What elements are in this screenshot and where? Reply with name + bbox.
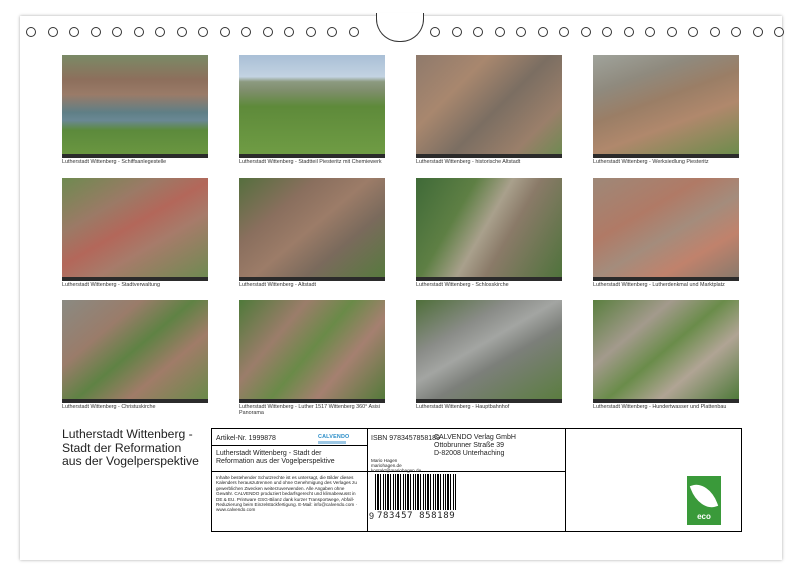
photo-image	[239, 55, 385, 154]
binding-hole	[688, 27, 698, 37]
aerial-photo	[593, 55, 739, 158]
binding-hole	[645, 27, 655, 37]
binding-hole	[710, 27, 720, 37]
article-number: Artikel-Nr. 1999878	[216, 435, 276, 442]
photo-caption: Lutherstadt Wittenberg - historische Altstadt	[416, 159, 521, 165]
photo-caption: Lutherstadt Wittenberg - Luther 1517 Wittenberg 360° Asisi Panorama	[239, 404, 380, 416]
barcode-bars	[375, 474, 457, 510]
binding-hole	[667, 27, 677, 37]
aerial-photo	[62, 300, 208, 403]
photo-caption: Lutherstadt Wittenberg - Hundertwasser und Plattenbau	[593, 404, 727, 410]
binding-hole	[155, 27, 165, 37]
photo-image	[239, 300, 385, 399]
photo-caption: Lutherstadt Wittenberg - Stadtteil Piesteritz mit Chemiewerk	[239, 159, 382, 165]
binding-hole	[284, 27, 294, 37]
photo-image	[62, 178, 208, 277]
binding-hole	[452, 27, 462, 37]
photo-image	[416, 55, 562, 154]
aerial-photo	[239, 55, 385, 158]
aerial-photo	[416, 55, 562, 158]
legal-text: Inhalte bestehender Schutzrechte ist es untersagt, die Bilder dieses Kalenders herauszutrennen und ohne Genehmigung des Verlages zu gewerblichen Zwecken weiterzuverwenden. Alle Angaben ohne Gewähr. CALVENDO produziert bedarfsgerecht und klimabewusst in DE & EU. Printware GSG-Bilanz dank kurzer Transportwege, Abfall-Reduzierung beim Einzelstückfertigung. E-Mail: info@calvendo.com · www.calvendo.com	[216, 475, 358, 513]
leaf-icon	[690, 479, 718, 512]
binding-hole	[91, 27, 101, 37]
photo-date-strip	[416, 399, 562, 403]
photo-image	[416, 300, 562, 399]
aerial-photo	[416, 178, 562, 281]
isbn: ISBN 9783457858189	[371, 435, 440, 442]
calvendo-logo-bar	[318, 441, 346, 444]
photo-image	[593, 300, 739, 399]
photo-caption: Lutherstadt Wittenberg - Lutherdenkmal und Marktplatz	[593, 282, 725, 288]
barcode-lead-digit: 9	[369, 511, 375, 521]
binding-hole	[516, 27, 526, 37]
binding-hole	[69, 27, 79, 37]
binding-hole	[731, 27, 741, 37]
aerial-photo	[239, 300, 385, 403]
binding-hole	[349, 27, 359, 37]
binding-hole	[134, 27, 144, 37]
aerial-photo	[593, 178, 739, 281]
photo-caption: Lutherstadt Wittenberg - Altstadt	[239, 282, 317, 288]
aerial-photo	[62, 55, 208, 158]
photo-caption: Lutherstadt Wittenberg - Stadtverwaltung	[62, 282, 160, 288]
publisher-city: D-82008 Unterhaching	[434, 450, 505, 457]
divider	[212, 471, 367, 472]
photo-caption: Lutherstadt Wittenberg - Schlosskirche	[416, 282, 509, 288]
binding-hole	[241, 27, 251, 37]
photo-caption: Lutherstadt Wittenberg - Werksiedlung Piesteritz	[593, 159, 709, 165]
photo-date-strip	[239, 399, 385, 403]
binding-hole	[112, 27, 122, 37]
photo-image	[416, 178, 562, 277]
product-title: Lutherstadt Wittenberg - Stadt der Reformation aus der Vogelperspektive	[216, 450, 335, 465]
calvendo-logo	[318, 434, 350, 445]
photo-date-strip	[62, 277, 208, 281]
photo-caption: Lutherstadt Wittenberg - Christuskirche	[62, 404, 156, 410]
photo-date-strip	[593, 399, 739, 403]
publisher-name: CALVENDO Verlag GmbH	[434, 434, 516, 441]
binding-hole	[26, 27, 36, 37]
binding-hole	[306, 27, 316, 37]
binding-hole	[220, 27, 230, 37]
aerial-photo	[62, 178, 208, 281]
info-box	[211, 428, 742, 532]
author-name: Mario Hagen	[371, 458, 398, 463]
publisher-street: Ottobrunner Straße 39	[434, 442, 505, 449]
photo-image	[239, 178, 385, 277]
photo-image	[593, 178, 739, 277]
binding-hole	[774, 27, 784, 37]
photo-image	[62, 300, 208, 399]
photo-date-strip	[593, 154, 739, 158]
aerial-photo	[239, 178, 385, 281]
binding-hole	[602, 27, 612, 37]
binding-hole	[624, 27, 634, 37]
photo-date-strip	[62, 399, 208, 403]
binding-hole	[581, 27, 591, 37]
binding-hole	[538, 27, 548, 37]
binding-hole	[753, 27, 763, 37]
photo-date-strip	[416, 154, 562, 158]
photo-image	[62, 55, 208, 154]
binding-hole	[177, 27, 187, 37]
binding-hole	[48, 27, 58, 37]
divider	[367, 429, 368, 531]
photo-date-strip	[62, 154, 208, 158]
binding-hole	[327, 27, 337, 37]
aerial-photo	[416, 300, 562, 403]
divider	[565, 429, 566, 531]
barcode-number: 783457 858189	[377, 511, 456, 521]
binding-hole	[430, 27, 440, 37]
binding-hole	[495, 27, 505, 37]
photo-date-strip	[239, 154, 385, 158]
binding-hole	[263, 27, 273, 37]
aerial-photo	[593, 300, 739, 403]
cover-title: Lutherstadt Wittenberg - Stadt der Reformation aus der Vogelperspektive	[62, 427, 199, 469]
eco-label: eco	[697, 512, 711, 521]
eco-badge	[687, 476, 721, 525]
author-email: kontakt@mariohagen.de	[371, 468, 422, 473]
binding-hole	[198, 27, 208, 37]
photo-caption: Lutherstadt Wittenberg - Hauptbahnhof	[416, 404, 510, 410]
calvendo-logo-text: CALVENDO	[318, 434, 350, 440]
binding-hole	[473, 27, 483, 37]
photo-date-strip	[416, 277, 562, 281]
divider	[212, 445, 367, 446]
binding-hole	[559, 27, 569, 37]
photo-image	[593, 55, 739, 154]
author-site: mariohagen.de	[371, 463, 402, 468]
photo-date-strip	[239, 277, 385, 281]
isbn-barcode	[369, 474, 460, 521]
photo-date-strip	[593, 277, 739, 281]
photo-caption: Lutherstadt Wittenberg - Schiffsanlegestelle	[62, 159, 167, 165]
